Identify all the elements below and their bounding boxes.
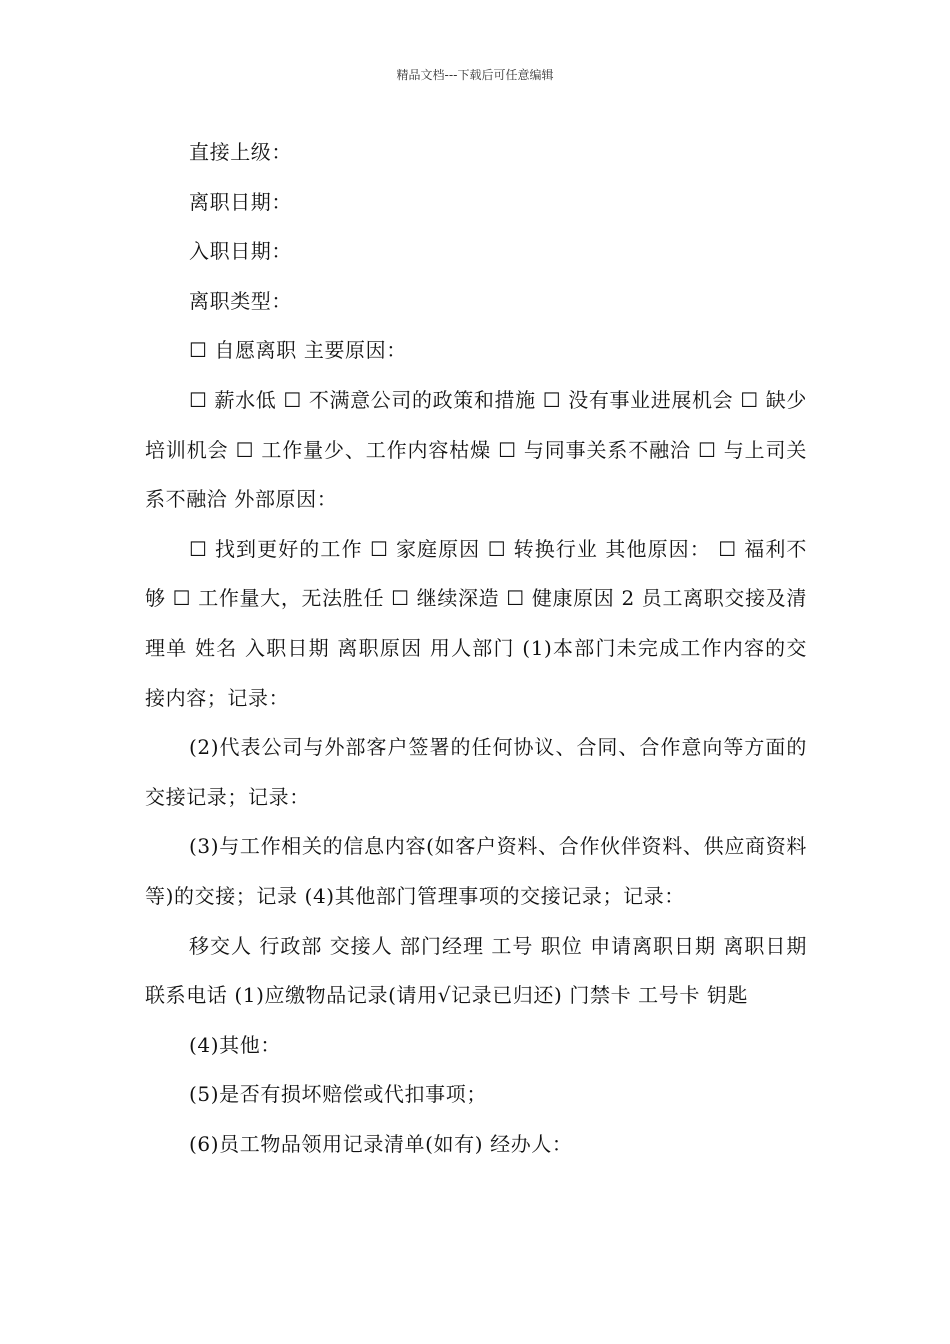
paragraph-direct-supervisor: 直接上级： xyxy=(189,140,292,164)
paragraph-information-handover: (3)与工作相关的信息内容(如客户资料、合作伙伴资料、供应商资料等)的交接；记录 (4)其他部门管理事项的交接记录；记录： xyxy=(145,834,807,908)
paragraph-damage-compensation: (5)是否有损坏赔偿或代扣事项； xyxy=(189,1082,487,1107)
document-body xyxy=(145,128,807,1169)
paragraph-hire-date: 入职日期： xyxy=(189,239,292,264)
paragraph-departure-date: 离职日期： xyxy=(189,189,292,214)
paragraph-voluntary-resignation: ☐ 自愿离职 主要原因： xyxy=(189,338,407,363)
paragraph-departure-type: 离职类型： xyxy=(189,288,292,313)
paragraph-other: (4)其他： xyxy=(189,1032,281,1057)
paragraph-handover-fields: 移交人 行政部 交接人 部门经理 工号 职位 申请离职日期 离职日期 联系电话 (1)应缴物品记录(请用√记录已归还) 门禁卡 工号卡 钥匙 xyxy=(145,933,807,1008)
paragraph-main-reasons: ☐ 薪水低 ☐ 不满意公司的政策和措施 ☐ 没有事业进展机会 ☐ 缺少培训机会 ☐ 工作量少、工作内容枯燥 ☐ 与同事关系不融洽 ☐ 与上司关系不融洽 外部原因： xyxy=(145,387,807,512)
page-header: 精品文档---下载后可任意编辑 xyxy=(396,68,554,82)
paragraph-external-agreements: (2)代表公司与外部客户签署的任何协议、合同、合作意向等方面的交接记录；记录： xyxy=(145,735,807,809)
paragraph-item-records: (6)员工物品领用记录清单(如有) 经办人： xyxy=(189,1131,573,1156)
paragraph-external-reasons: ☐ 找到更好的工作 ☐ 家庭原因 ☐ 转换行业 其他原因： ☐ 福利不够 ☐ 工作量大，无法胜任 ☐ 继续深造 ☐ 健康原因 2 员工离职交接及清理单 姓名 入职日期 离职原因 用人部门 (1)本部门未完成工作内容的交接内容；记录： xyxy=(145,536,807,710)
